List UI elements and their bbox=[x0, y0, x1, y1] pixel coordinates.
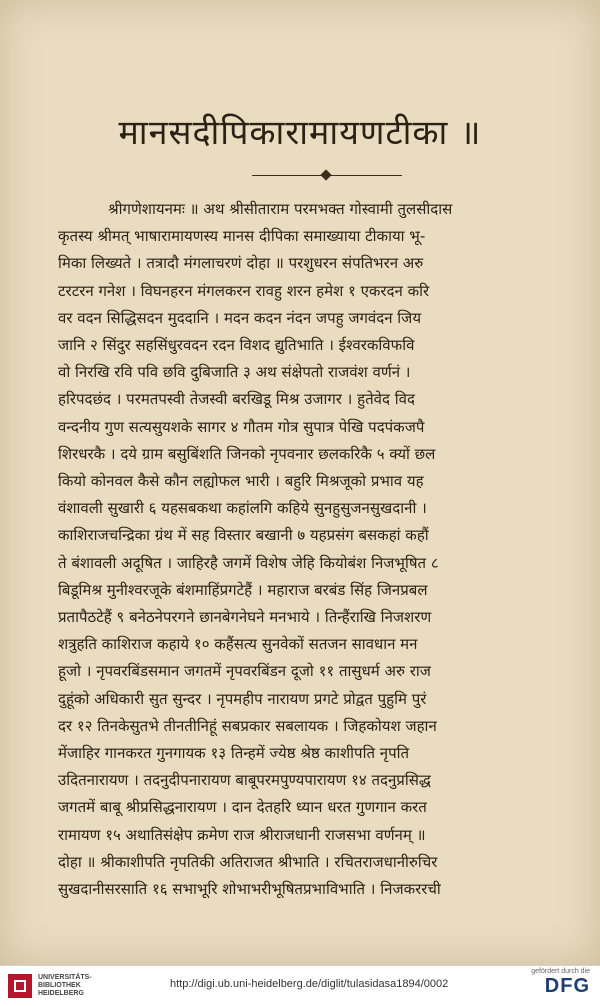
text-line: काशिराजचन्द्रिका ग्रंथ में सह विस्तार बखानी ७ यहप्रसंग बसकहां कहौं bbox=[58, 526, 429, 545]
permalink-url[interactable]: http://digi.ub.uni-heidelberg.de/diglit/tulasidasa1894/0002 bbox=[170, 978, 449, 990]
dfg-logo: DFG bbox=[544, 975, 590, 997]
text-line: दोहा ॥ श्रीकाशीपति नृपतिकी अतिराजत श्रीभाति । रचितराजधानीरुचिर bbox=[58, 852, 438, 871]
text-line: कियो कोनवल कैसे कौन लह्योफल भारी । बहुरि मिश्रजूको प्रभाव यह bbox=[58, 472, 424, 491]
text-line: कृतस्य श्रीमत् भाषारामायणस्य मानस दीपिका समाख्याया टीकाया भू- bbox=[58, 227, 426, 246]
text-line: वन्दनीय गुण सत्यसुयशके सागर ४ गौतम गोत्र सुपात्र पेखि पदपंकजपै bbox=[58, 417, 425, 436]
page-title: मानसदीपिकारामायणटीका ॥ bbox=[118, 113, 482, 153]
text-line: वंशावली सुखारी ६ यहसबकथा कहांलगि कहिये सुनहुसुजनसुखदानी । bbox=[58, 499, 427, 518]
text-line: जगतमें बाबू श्रीप्रसिद्धनारायण । दान देतहरि ध्यान धरत गुणगान करत bbox=[58, 798, 427, 817]
text-line: सुखदानीसरसाति १६ सभाभूरि शोभाभरीभूषितप्रभाविभाति । निजकररची bbox=[58, 880, 441, 899]
text-line: टरटरन गनेश । विघनहरन मंगलकरन रावहु शरन हमेश १ एकरदन करि bbox=[58, 281, 430, 300]
library-logo-line: BIBLIOTHEK bbox=[38, 982, 81, 989]
library-logo-line: UNIVERSITÄTS- bbox=[38, 974, 92, 981]
text-line: शत्रुहति काशिराज कहाये १० कहैंसत्य सुनवेकों सतजन सावधान मन bbox=[58, 635, 418, 654]
text-line: हूजो । नृपवरबिंडसमान जगतमें नृपवरबिंडन दूजो ११ तासुधर्म अरु राज bbox=[58, 662, 431, 681]
text-line: हरिपदछंद । परमतपस्वी तेजस्वी बरखिडू मिश्र उजागर । हुतेवेद विद bbox=[58, 390, 415, 409]
library-logo-line: HEIDELBERG bbox=[38, 990, 84, 997]
library-logo-icon bbox=[8, 974, 32, 998]
funder-logo[interactable] bbox=[531, 968, 590, 997]
text-line: जानि २ सिंदुर सहसिंधुरवदन रदन विशद द्युतिभाति । ईश्वरकविफवि bbox=[58, 336, 415, 355]
divider-ornament bbox=[320, 169, 331, 180]
text-line: रामायण १५ अथातिसंक्षेप क्रमेण राज श्रीराजधानी राजसभा वर्णनम् ॥ bbox=[58, 825, 426, 844]
text-line: मेंजाहिर गानकरत गुनगायक १३ तिन्हमें ज्येष्ठ श्रेष्ठ काशीपति नृपति bbox=[58, 744, 410, 763]
text-line: मिका लिख्यते । तत्रादौ मंगलाचरणं दोहा ॥ परशुधरन संपतिभरन अरु bbox=[58, 254, 424, 273]
text-line: वो निरखि रवि पवि छवि दुबिजाति ३ अथ संक्षेपतो राजवंश वर्णनं । bbox=[58, 363, 411, 382]
text-line: शिरधरकै । दये ग्राम बसुबिंशति जिनको नृपवनार छलकरिकै ५ क्यों छल bbox=[58, 444, 436, 463]
viewer-footer bbox=[0, 965, 600, 1006]
text-line: ते बंशावली अदूषित । जाहिरहै जगमें विशेष जेहि कियोबंश निजभूषित ८ bbox=[58, 553, 439, 572]
funded-by-label: gefördert durch die bbox=[531, 968, 590, 975]
text-line: उदितनारायण । तदनुदीपनारायण बाबूपरमपुण्यपारायण १४ तदनुप्रसिद्ध bbox=[58, 771, 431, 790]
text-line: बिडूमिश्र मुनीश्वरजूके बंशमाहिंप्रगटेहैं । महाराज बरबंड सिंह जिनप्रबल bbox=[58, 580, 428, 599]
library-logo[interactable] bbox=[8, 972, 92, 1000]
text-line: दुहूंको अधिकारी सुत सुन्दर । नृपमहीप नारायण प्रगटे प्रोद्वत पुहुमि पुरं bbox=[58, 689, 427, 708]
text-line: प्रतापैठटेहैं ९ बनेठनेपरगने छानबेगनेघने मनभाये । तिन्हैंराखि निजशरण bbox=[58, 608, 432, 627]
text-line: वर वदन सिद्धिसदन मुददानि । मदन कदन नंदन जपहु जगवंदन जिय bbox=[58, 308, 422, 327]
text-line: श्रीगणेशायनमः ॥ अथ श्रीसीताराम परमभक्त गोस्वामी तुलसीदास bbox=[108, 200, 453, 218]
body-text bbox=[58, 196, 582, 903]
text-line: दर १२ तिनकेसुतभे तीनतीनिहूं सबप्रकार सबलायक । जिहकोयश जहान bbox=[58, 716, 437, 735]
